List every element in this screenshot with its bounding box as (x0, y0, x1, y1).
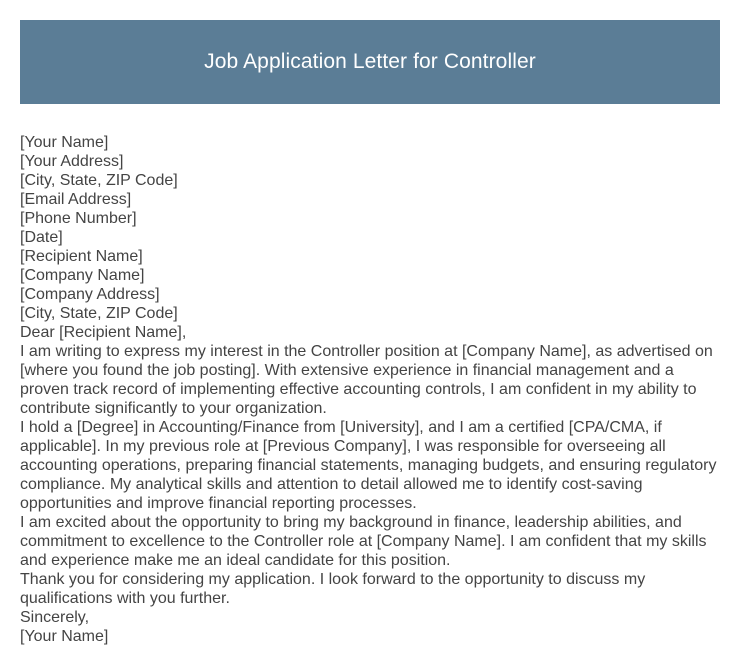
signature: [Your Name] (20, 628, 109, 645)
letter-date: [Date] (20, 229, 63, 246)
title-banner (20, 20, 720, 104)
body-paragraph: I am writing to express my interest in the Controller position at [Company Name], as advertised on [where you found the job posting]. With extensive experience in financial management and a proven track record of implementing effective accounting controls, I am confident in my ability to contribute significantly to your organization. (20, 343, 713, 417)
sender-city-state-zip: [City, State, ZIP Code] (20, 172, 178, 189)
salutation: Dear [Recipient Name], (20, 324, 187, 341)
letter-body (20, 133, 724, 646)
body-paragraph: I hold a [Degree] in Accounting/Finance from [University], and I am a certified [CPA/CMA, if applicable]. In my previous role at [Previous Company], I was responsible for overseeing all accounting operations, preparing financial statements, managing budgets, and ensuring regulatory compliance. My analytical skills and attention to detail allowed me to identify cost-saving opportunities and improve financial reporting processes. (20, 419, 717, 512)
closing: Sincerely, (20, 609, 90, 626)
sender-name: [Your Name] (20, 134, 109, 151)
page-title: Job Application Letter for Controller (204, 50, 536, 73)
body-paragraph: Thank you for considering my application. I look forward to the opportunity to discuss my qualifications with you further. (20, 571, 646, 607)
sender-email: [Email Address] (20, 191, 132, 208)
sender-phone: [Phone Number] (20, 210, 137, 227)
recipient-company-address: [Company Address] (20, 286, 160, 303)
recipient-city-state-zip: [City, State, ZIP Code] (20, 305, 178, 322)
recipient-company: [Company Name] (20, 267, 145, 284)
sender-address: [Your Address] (20, 153, 124, 170)
recipient-name: [Recipient Name] (20, 248, 143, 265)
body-paragraph: I am excited about the opportunity to bring my background in finance, leadership abilities, and commitment to excellence to the Controller role at [Company Name]. I am confident that my skills and experience make me an ideal candidate for this position. (20, 514, 707, 569)
